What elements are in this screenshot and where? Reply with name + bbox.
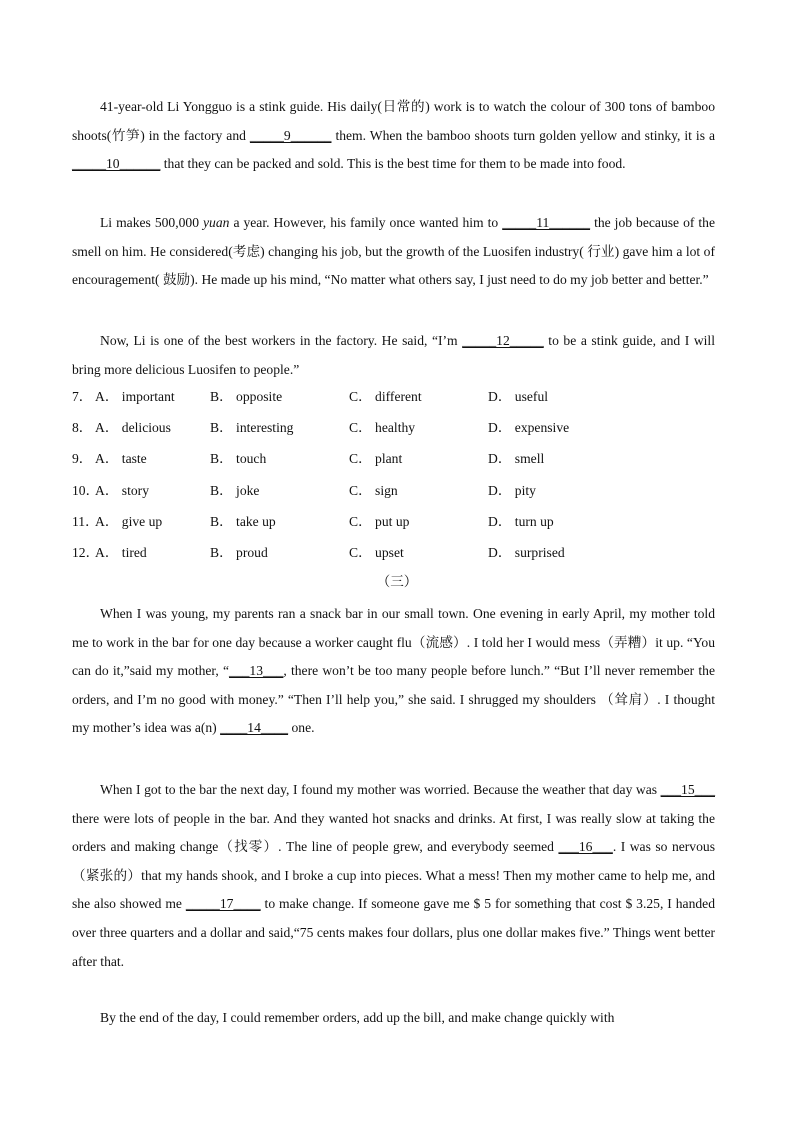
blank-12: _____12_____ <box>462 333 544 348</box>
blank-14: ____14____ <box>220 720 289 736</box>
section3-paragraph-2 <box>72 776 715 976</box>
question-number: 10． <box>72 482 100 498</box>
text: to be a stink guide, and I will bring more delicious Luosifen to people.” <box>72 333 715 377</box>
option-d[interactable]: D． smell <box>488 451 545 467</box>
option-b[interactable]: B． interesting <box>210 420 294 436</box>
text: to make change. If someone gave me $ 5 for something that cost $ 3.25, I handed over three quarters and a dollar and said,“75 cents makes four dollars, plus one dollar makes five.” Things went better after that. <box>72 896 715 969</box>
option-a[interactable]: A． important <box>95 389 175 404</box>
option-b[interactable]: B． joke <box>210 482 260 498</box>
section3-paragraph-1 <box>72 600 715 743</box>
blank-17: _____17____ <box>185 896 261 912</box>
passage-paragraph-2 <box>72 209 715 295</box>
blank-9: _____9______ <box>249 127 332 143</box>
option-row-11 <box>72 508 712 539</box>
option-row-12 <box>72 539 712 570</box>
option-a[interactable]: A． taste <box>95 451 147 467</box>
section-title: （三） <box>376 574 418 589</box>
text: By the end of the day, I could remember orders, add up the bill, and make change quickly with <box>100 1010 615 1025</box>
option-d[interactable]: D． turn up <box>488 513 554 529</box>
text: . I was so nervous（紧张的）that my hands shook, and I broke a cup into pieces. What a mess! Then my mother came to help me, and she also showed me <box>72 839 715 912</box>
blank-15: ___15___ <box>660 782 715 797</box>
option-a[interactable]: A． give up <box>95 513 163 529</box>
passage-paragraph-3 <box>72 327 715 384</box>
option-row-9 <box>72 445 712 476</box>
italic-yuan: yuan <box>203 215 230 230</box>
option-c[interactable]: C． healthy <box>349 420 416 436</box>
passage-paragraph-1 <box>72 93 715 179</box>
text: a year. However, his family once wanted him to <box>229 215 503 230</box>
text: 41-year-old Li Yongguo is a stink guide. His daily(日常的) work is to watch the colour of 300 tons of bamboo shoots(竹笋) in the factory and <box>72 99 715 143</box>
question-number: 8． <box>72 420 93 436</box>
text: them. When the bamboo shoots turn golden yellow and stinky, it is a <box>331 127 716 143</box>
options-list <box>72 383 712 570</box>
blank-11: _____11______ <box>502 215 591 230</box>
text: , there won’t be too many people before lunch.” “But I’ll never remember the orders, and I’m no good with money.” “Then I’ll help you,” she said. I shrugged my shoulders （耸肩）. I thought my mother’s idea was a(n) <box>72 663 715 736</box>
option-row-8 <box>72 414 712 445</box>
option-c[interactable]: C． sign <box>349 482 398 498</box>
option-c[interactable]: C． plant <box>349 451 403 467</box>
question-number: 7． <box>72 389 93 404</box>
blank-10: _____10______ <box>72 156 161 172</box>
option-c[interactable]: C． different <box>349 389 422 404</box>
text: that they can be packed and sold. This is the best time for them to be made into food. <box>160 156 626 172</box>
option-d[interactable]: D． useful <box>488 389 549 404</box>
text: Li makes 500,000 <box>100 215 203 230</box>
option-c[interactable]: C． upset <box>349 544 404 560</box>
option-a[interactable]: A． tired <box>95 544 147 560</box>
option-b[interactable]: B． proud <box>210 544 268 560</box>
text: there were lots of people in the bar. And they wanted hot snacks and drinks. At first, I was really slow at taking the orders and making change（找零）. The line of people grew, and everybody seemed <box>72 810 715 855</box>
blank-13: ___13___ <box>229 663 284 679</box>
text: the job because of the smell on him. He considered(考虑) changing his job, but the growth of the Luosifen industry( 行业) gave him a lot of encouragement( 鼓励). He made up his mind, “No matter what others say, I just need to do my job better and better.” <box>72 215 716 288</box>
option-d[interactable]: D． expensive <box>488 420 570 436</box>
option-c[interactable]: C． put up <box>349 513 410 529</box>
option-d[interactable]: D． surprised <box>488 544 565 560</box>
text: Now, Li is one of the best workers in the factory. He said, “I’m <box>100 333 463 348</box>
question-number: 11． <box>72 513 99 529</box>
option-b[interactable]: B． take up <box>210 513 276 529</box>
question-number: 12． <box>72 544 100 560</box>
question-number: 9． <box>72 451 93 467</box>
option-a[interactable]: A． story <box>95 482 149 498</box>
option-b[interactable]: B． opposite <box>210 389 283 404</box>
text: When I got to the bar the next day, I found my mother was worried. Because the weather that day was <box>100 782 661 797</box>
option-row-10 <box>72 477 712 508</box>
option-b[interactable]: B． touch <box>210 451 267 467</box>
option-row-7 <box>72 383 712 414</box>
text: When I was young, my parents ran a snack bar in our small town. One evening in early April, my mother told me to work in the bar for one day because a worker caught flu（流感）. I told her I would mess（弄糟）it up. “You can do it,”said my mother, “ <box>72 606 715 679</box>
text: one. <box>288 720 315 736</box>
section3-paragraph-3 <box>72 1004 715 1033</box>
blank-16: ___16___ <box>558 839 613 855</box>
option-d[interactable]: D． pity <box>488 482 536 498</box>
option-a[interactable]: A． delicious <box>95 420 171 436</box>
